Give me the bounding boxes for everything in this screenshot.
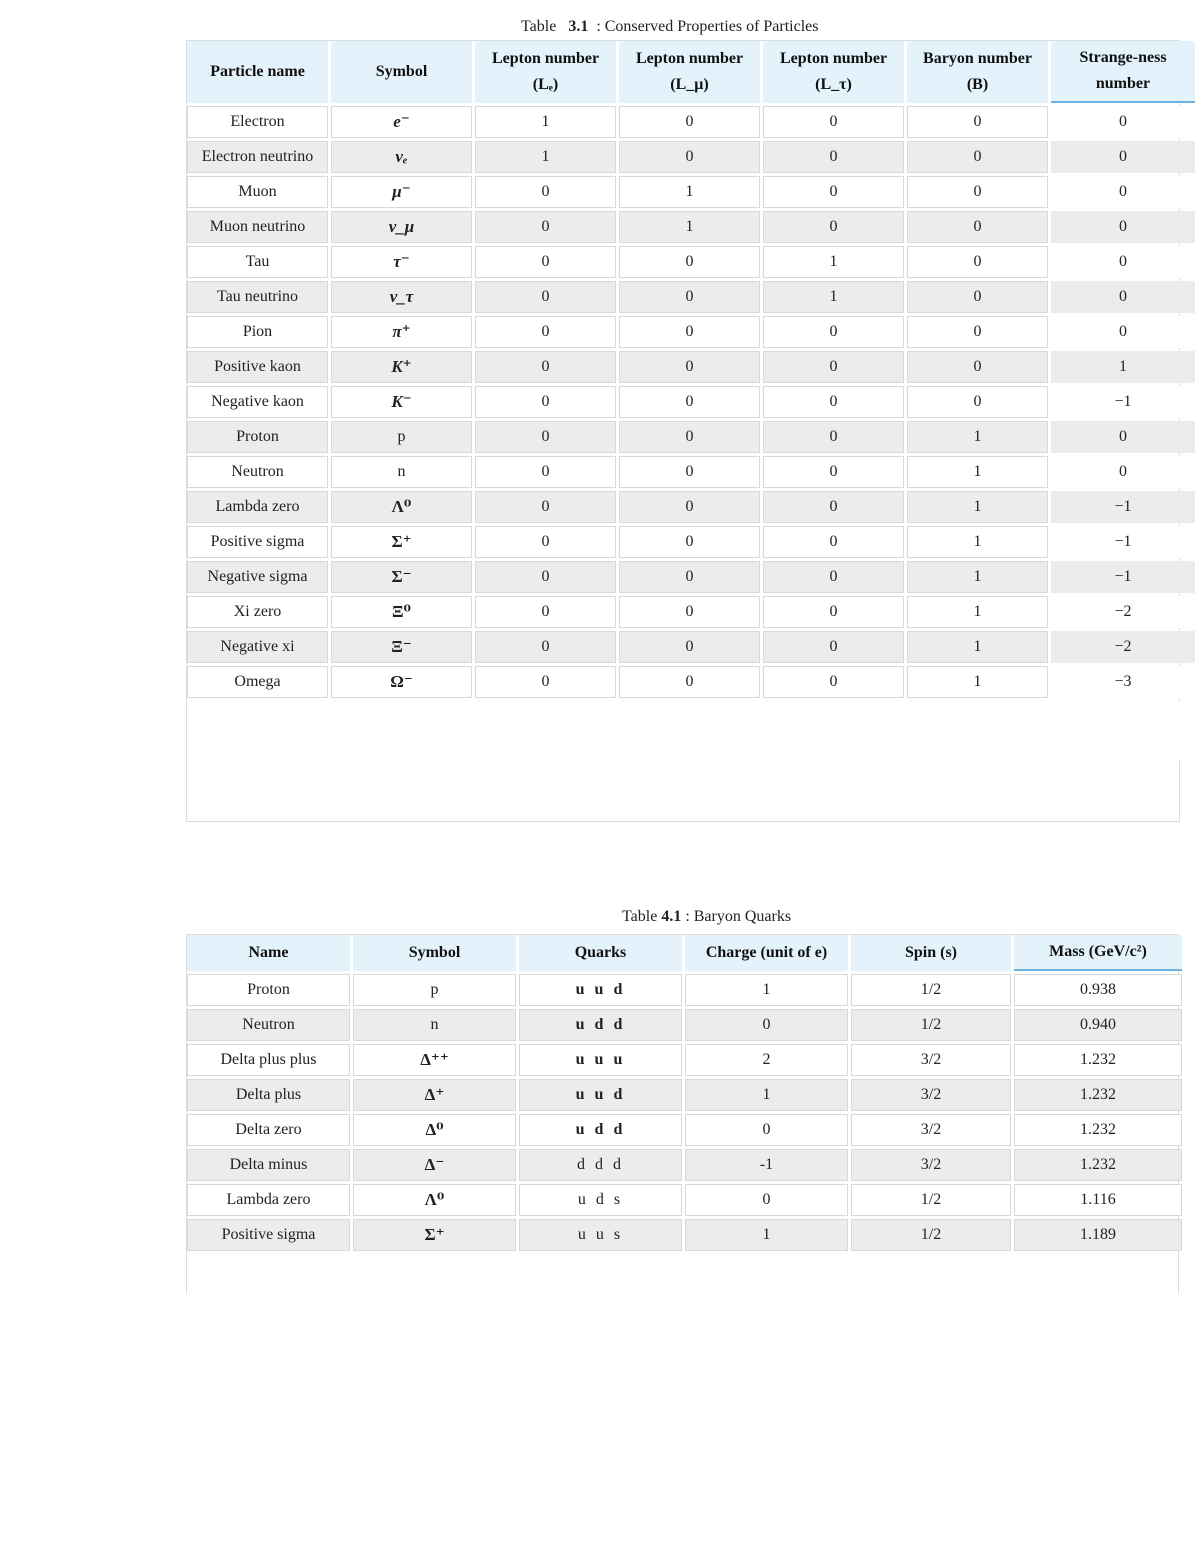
table-cell-charge: 2 [685,1044,848,1076]
table-cell-b: 1 [907,666,1048,698]
table-cell-quarks: u u d [519,1079,682,1111]
table-row [187,281,1195,313]
table-cell-symbol: Δ⁻ [353,1149,516,1181]
table-cell-le: 0 [475,421,616,453]
table-row [187,351,1195,383]
table-cell-ltau: 0 [763,386,904,418]
table-row [187,1114,1182,1146]
table-cell-le: 0 [475,596,616,628]
table-row [187,1009,1182,1041]
table-cell-symbol: π⁺ [331,316,472,348]
table-cell-charge: 1 [685,1219,848,1251]
table-cell-name: Lambda zero [187,491,328,523]
table-row [187,1149,1182,1181]
table-cell-spin: 1/2 [851,1219,1011,1251]
table-cell-le: 0 [475,526,616,558]
table-row [187,456,1195,488]
table-cell-lmu: 0 [619,106,760,138]
table1-header-row [187,41,1195,103]
table1-header-cell [1051,41,1195,103]
table-cell-spin: 3/2 [851,1149,1011,1181]
table-cell-name: Electron [187,106,328,138]
table-cell-lmu: 0 [619,351,760,383]
table-cell-s: 1 [1051,351,1195,383]
table1-header-cell [763,41,904,103]
table-cell-b: 0 [907,211,1048,243]
table-cell-lmu: 0 [619,456,760,488]
table-cell-le: 0 [475,211,616,243]
table2-header-cell: Name [187,935,350,971]
header-line2: (L_μ) [670,76,709,93]
table-cell-s: 0 [1051,316,1195,348]
header-line1: Strange-ness [1079,49,1167,66]
table1-body [187,106,1195,761]
table-row [187,1044,1182,1076]
table1-caption-text: : Conserved Properties of Particles [596,18,819,35]
table2-body [187,974,1182,1251]
table-cell-s: 0 [1051,141,1195,173]
table2-caption-text: : Baryon Quarks [681,908,792,925]
table1-caption-number: 3.1 [568,18,589,35]
table1-header-cell [619,41,760,103]
table-cell-le: 0 [475,631,616,663]
table-cell-s: 0 [1051,176,1195,208]
table-cell-symbol: ν_μ [331,211,472,243]
table2-header-row [187,935,1182,971]
table-cell-quarks: u u u [519,1044,682,1076]
table-cell-ltau: 0 [763,421,904,453]
table-cell-ltau: 0 [763,561,904,593]
table-cell-b: 0 [907,106,1048,138]
table-cell-b: 0 [907,386,1048,418]
table-cell-symbol: Δ⁺⁺ [353,1044,516,1076]
table-cell-mass: 0.938 [1014,974,1182,1006]
header-line2: (Lₑ) [532,76,559,93]
table-cell-spin: 3/2 [851,1114,1011,1146]
table-cell-name: Negative kaon [187,386,328,418]
table-cell-symbol: e⁻ [331,106,472,138]
header-line1: Lepton number [491,50,600,67]
table-cell-ltau: 0 [763,316,904,348]
table-cell-s: −1 [1051,386,1195,418]
table-cell-lmu: 0 [619,316,760,348]
table-cell-ltau: 0 [763,631,904,663]
table1-caption-prefix: Table [521,18,557,35]
table-row [187,561,1195,593]
table-cell-lmu: 0 [619,561,760,593]
table-cell-symbol: Λ⁰ [353,1184,516,1216]
conserved-properties-table [186,40,1180,822]
table-cell-b: 1 [907,596,1048,628]
table-cell-symbol: Ξ⁰ [331,596,472,628]
table-cell-le: 1 [475,141,616,173]
table-row [187,386,1195,418]
table2-caption-prefix: Table [622,908,662,925]
table1-empty-row [187,701,1195,761]
table-cell-spin: 3/2 [851,1079,1011,1111]
header-line1: Lepton number [635,50,744,67]
table-cell-lmu: 0 [619,526,760,558]
table-cell-symbol: Δ⁺ [353,1079,516,1111]
table-row [187,526,1195,558]
table-row [187,596,1195,628]
table2-header-cell: Charge (unit of e) [685,935,848,971]
table-cell-le: 0 [475,176,616,208]
table-cell-symbol: Σ⁺ [331,526,472,558]
table-cell-symbol: n [331,456,472,488]
table-cell-s: 0 [1051,421,1195,453]
header-line1: Symbol [375,63,428,80]
table-cell-symbol: n [353,1009,516,1041]
table2-caption [622,908,791,926]
table-cell-quarks: u u d [519,974,682,1006]
table-row [187,974,1182,1006]
table-cell-b: 0 [907,246,1048,278]
baryon-quarks-table [186,934,1179,1294]
table-row [187,421,1195,453]
table-cell-name: Omega [187,666,328,698]
table-cell-name: Proton [187,421,328,453]
table-cell-le: 0 [475,316,616,348]
table2-header-cell: Mass (GeV/c²) [1014,935,1182,971]
table-row [187,316,1195,348]
table-cell-spin: 3/2 [851,1044,1011,1076]
table1-header-cell [187,41,328,103]
table-cell-le: 1 [475,106,616,138]
table-cell-mass: 1.232 [1014,1149,1182,1181]
table-cell-b: 0 [907,141,1048,173]
table-cell-ltau: 0 [763,526,904,558]
table-cell-ltau: 1 [763,246,904,278]
table-cell-b: 0 [907,351,1048,383]
table-cell-name: Neutron [187,456,328,488]
table-cell-spin: 1/2 [851,974,1011,1006]
header-line2: (B) [966,76,989,93]
header-line1: Particle name [210,63,305,80]
table2-header-cell: Symbol [353,935,516,971]
table-cell-mass: 0.940 [1014,1009,1182,1041]
table-cell-lmu: 0 [619,281,760,313]
table-cell-s: 0 [1051,246,1195,278]
table-cell-le: 0 [475,666,616,698]
table-cell-b: 0 [907,176,1048,208]
table-cell-charge: 0 [685,1009,848,1041]
table1-caption [521,18,818,36]
table-cell-symbol: νₑ [331,141,472,173]
table-cell-symbol: K⁺ [331,351,472,383]
table-cell-name: Xi zero [187,596,328,628]
table-cell-lmu: 0 [619,491,760,523]
table-cell-ltau: 1 [763,281,904,313]
table-cell-s: −2 [1051,596,1195,628]
table-cell-name: Electron neutrino [187,141,328,173]
table1-header-cell [907,41,1048,103]
table-cell-charge: 0 [685,1114,848,1146]
table-cell-b: 1 [907,561,1048,593]
table-cell-name: Delta minus [187,1149,350,1181]
table2-header-cell: Spin (s) [851,935,1011,971]
table-cell-name: Negative xi [187,631,328,663]
table-cell-name: Neutron [187,1009,350,1041]
table-cell-b: 0 [907,281,1048,313]
table-cell-b: 1 [907,526,1048,558]
table-cell-b: 1 [907,631,1048,663]
table-cell-mass: 1.232 [1014,1114,1182,1146]
table-cell-name: Positive sigma [187,1219,350,1251]
table-cell-name: Positive sigma [187,526,328,558]
table-cell-lmu: 0 [619,141,760,173]
table-row [187,246,1195,278]
table-cell-ltau: 0 [763,596,904,628]
table-cell-name: Muon [187,176,328,208]
table-cell-s: −1 [1051,526,1195,558]
table1-header-cell [331,41,472,103]
table-cell-mass: 1.189 [1014,1219,1182,1251]
table-row [187,1219,1182,1251]
table-cell-name: Proton [187,974,350,1006]
table-cell-charge: 1 [685,1079,848,1111]
table2-grid [184,932,1185,1254]
table-cell-charge: -1 [685,1149,848,1181]
table-cell-name: Lambda zero [187,1184,350,1216]
table-row [187,106,1195,138]
table-cell-lmu: 0 [619,666,760,698]
table-cell-le: 0 [475,246,616,278]
table-cell-s: 0 [1051,281,1195,313]
table-cell-ltau: 0 [763,106,904,138]
table-cell-lmu: 0 [619,246,760,278]
table-cell-quarks: u d d [519,1114,682,1146]
table2-header-cell: Quarks [519,935,682,971]
table2-caption-number: 4.1 [661,908,682,925]
table-cell-ltau: 0 [763,491,904,523]
table-row [187,666,1195,698]
table1-grid [184,38,1198,764]
table-cell-quarks: u u s [519,1219,682,1251]
table-cell-b: 1 [907,421,1048,453]
table-cell-lmu: 0 [619,386,760,418]
table-cell-mass: 1.232 [1014,1079,1182,1111]
table-cell-s: 0 [1051,456,1195,488]
table-cell-symbol: p [353,974,516,1006]
table-row [187,1184,1182,1216]
table-cell-symbol: τ⁻ [331,246,472,278]
table-cell-name: Pion [187,316,328,348]
table-row [187,176,1195,208]
table-cell-mass: 1.116 [1014,1184,1182,1216]
table-cell-s: −3 [1051,666,1195,698]
table-cell-name: Tau [187,246,328,278]
table1-header-cell [475,41,616,103]
header-line1: Baryon number [923,50,1032,67]
table-cell-symbol: μ⁻ [331,176,472,208]
table-cell-ltau: 0 [763,176,904,208]
table-row [187,1079,1182,1111]
table-cell-ltau: 0 [763,456,904,488]
table-cell-name: Negative sigma [187,561,328,593]
table-cell-spin: 1/2 [851,1009,1011,1041]
header-line2: number [1095,75,1151,92]
table-cell-b: 1 [907,491,1048,523]
table-cell-lmu: 1 [619,176,760,208]
table-cell-symbol: Ω⁻ [331,666,472,698]
table-cell-symbol: K⁻ [331,386,472,418]
table-cell-name: Positive kaon [187,351,328,383]
table-row [187,141,1195,173]
table-cell-charge: 1 [685,974,848,1006]
table-cell-quarks: u d s [519,1184,682,1216]
table-cell-quarks: d d d [519,1149,682,1181]
table-cell-ltau: 0 [763,211,904,243]
header-line2: (L_τ) [815,76,852,93]
table-row [187,491,1195,523]
table-cell-s: −1 [1051,561,1195,593]
table-cell-le: 0 [475,386,616,418]
table-cell-mass: 1.232 [1014,1044,1182,1076]
table-cell-name: Muon neutrino [187,211,328,243]
table-cell-le: 0 [475,281,616,313]
table-cell-spin: 1/2 [851,1184,1011,1216]
table-cell-quarks: u d d [519,1009,682,1041]
table-cell-name: Delta plus plus [187,1044,350,1076]
table-cell-b: 1 [907,456,1048,488]
table-cell-symbol: p [331,421,472,453]
table-cell-lmu: 0 [619,596,760,628]
table-cell-le: 0 [475,491,616,523]
table-cell-ltau: 0 [763,666,904,698]
table-cell-ltau: 0 [763,141,904,173]
table-cell-symbol: Δ⁰ [353,1114,516,1146]
table-row [187,211,1195,243]
table-cell-lmu: 1 [619,211,760,243]
table-cell-symbol: Ξ⁻ [331,631,472,663]
table-cell-le: 0 [475,561,616,593]
table-cell-symbol: Σ⁺ [353,1219,516,1251]
table-cell-b: 0 [907,316,1048,348]
table-cell-ltau: 0 [763,351,904,383]
table1-empty-cell [187,701,1195,761]
table-cell-s: 0 [1051,106,1195,138]
table-cell-lmu: 0 [619,631,760,663]
table-cell-s: −1 [1051,491,1195,523]
table-row [187,631,1195,663]
table-cell-charge: 0 [685,1184,848,1216]
table-cell-symbol: Λ⁰ [331,491,472,523]
table-cell-s: 0 [1051,211,1195,243]
table-cell-s: −2 [1051,631,1195,663]
table-cell-symbol: ν_τ [331,281,472,313]
table-cell-name: Tau neutrino [187,281,328,313]
header-line1: Lepton number [779,50,888,67]
table-cell-lmu: 0 [619,421,760,453]
table-cell-le: 0 [475,351,616,383]
table-cell-symbol: Σ⁻ [331,561,472,593]
table-cell-name: Delta plus [187,1079,350,1111]
table-cell-le: 0 [475,456,616,488]
table-cell-name: Delta zero [187,1114,350,1146]
